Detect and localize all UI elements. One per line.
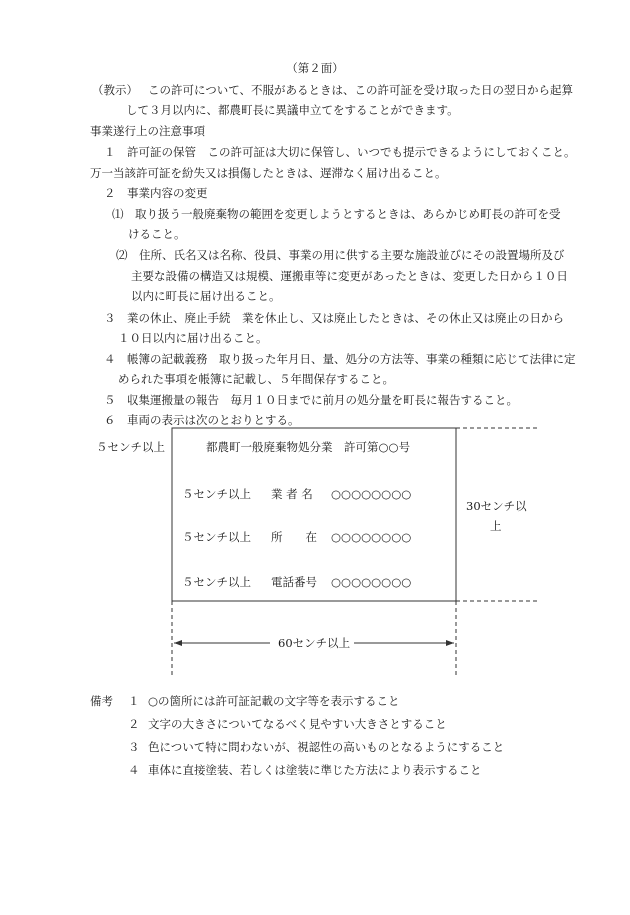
item-line: 以内に町長に届け出ること。 <box>131 289 281 303</box>
remark-text: 色について特に問わないが、視認性の高いものとなるようにすること <box>148 740 505 754</box>
item-line: ４ 帳簿の記載義務 取り扱った年月日、量、処分の方法等、事業の種類に応じて法律に定 <box>104 352 576 366</box>
sign-left-label: ５センチ以上 <box>96 440 165 454</box>
notice-label: （教示） <box>92 83 138 97</box>
item-line: １ 許可証の保管 この許可証は大切に保管し、いつでも提示できるようにしておくこと。 <box>104 145 576 159</box>
notice-line: この許可について、不服があるときは、この許可証を受け取った日の翌日から起算 <box>148 83 574 97</box>
sign-bottom-label: 60センチ以上 <box>278 636 351 650</box>
remark-num: ３ <box>128 740 140 754</box>
item-line: １０日以内に届け出ること。 <box>118 331 268 345</box>
item-line: 主要な設備の構造又は規模、運搬車等に変更があったときは、変更した日から１０日 <box>131 269 568 283</box>
sign-right-label: 上 <box>490 519 502 533</box>
sign-right-label: 30センチ以 <box>466 499 527 513</box>
item-line: ６ 車両の表示は次のとおりとする。 <box>104 413 300 427</box>
sign-row-size: ５センチ以上 <box>182 487 251 501</box>
item-line: 万一当該許可証を紛失又は損傷したときは、遅滞なく届け出ること。 <box>90 166 447 180</box>
item-line: ５ 収集運搬量の報告 毎月１０日までに前月の処分量を町長に報告すること。 <box>104 393 518 407</box>
remarks-label: 備考 <box>90 694 113 708</box>
sign-row-label: 業 者 名 <box>271 487 313 501</box>
sign-row-value: ○○○○○○○○ <box>331 530 412 544</box>
remark-text: ○の箇所には許可証記載の文字等を表示すること <box>148 694 400 708</box>
section-title: 事業遂行上の注意事項 <box>90 124 205 138</box>
sign-title: 都農町一般廃棄物処分業 許可第○○号 <box>206 440 411 454</box>
page-number: （第２面） <box>286 61 344 75</box>
sign-row-label: 電話番号 <box>271 575 317 589</box>
item-line: ２ 事業内容の変更 <box>104 186 208 200</box>
sign-row-size: ５センチ以上 <box>182 575 251 589</box>
arrow-left-icon <box>174 640 182 646</box>
sign-row-value: ○○○○○○○○ <box>331 575 412 589</box>
remark-text: 車体に直接塗装、若しくは塗装に準じた方法により表示すること <box>148 763 482 777</box>
notice-line: して３月以内に、都農町長に異議申立てをすることができます。 <box>126 103 459 117</box>
remark-text: 文字の大きさについてなるべく見やすい大きさとすること <box>148 717 447 731</box>
remark-num: １ <box>128 694 140 708</box>
item-line: けること。 <box>128 227 186 241</box>
sign-row-label: 所 在 <box>271 530 317 544</box>
arrow-right-icon <box>446 640 454 646</box>
remark-num: ２ <box>128 717 140 731</box>
item-line: められた事項を帳簿に記載し、５年間保存すること。 <box>118 372 394 386</box>
sign-row-value: ○○○○○○○○ <box>331 487 412 501</box>
sign-row-size: ５センチ以上 <box>182 530 251 544</box>
remark-num: ４ <box>128 763 140 777</box>
item-line: ⑵ 住所、氏名又は名称、役員、事業の用に供する主要な施設並びにその設置場所及び <box>116 248 565 262</box>
item-line: ⑴ 取り扱う一般廃棄物の範囲を変更しようとするときは、あらかじめ町長の許可を受 <box>112 207 561 221</box>
item-line: ３ 業の休止、廃止手続 業を休止し、又は廃止したときは、その休止又は廃止の日から <box>104 311 564 325</box>
